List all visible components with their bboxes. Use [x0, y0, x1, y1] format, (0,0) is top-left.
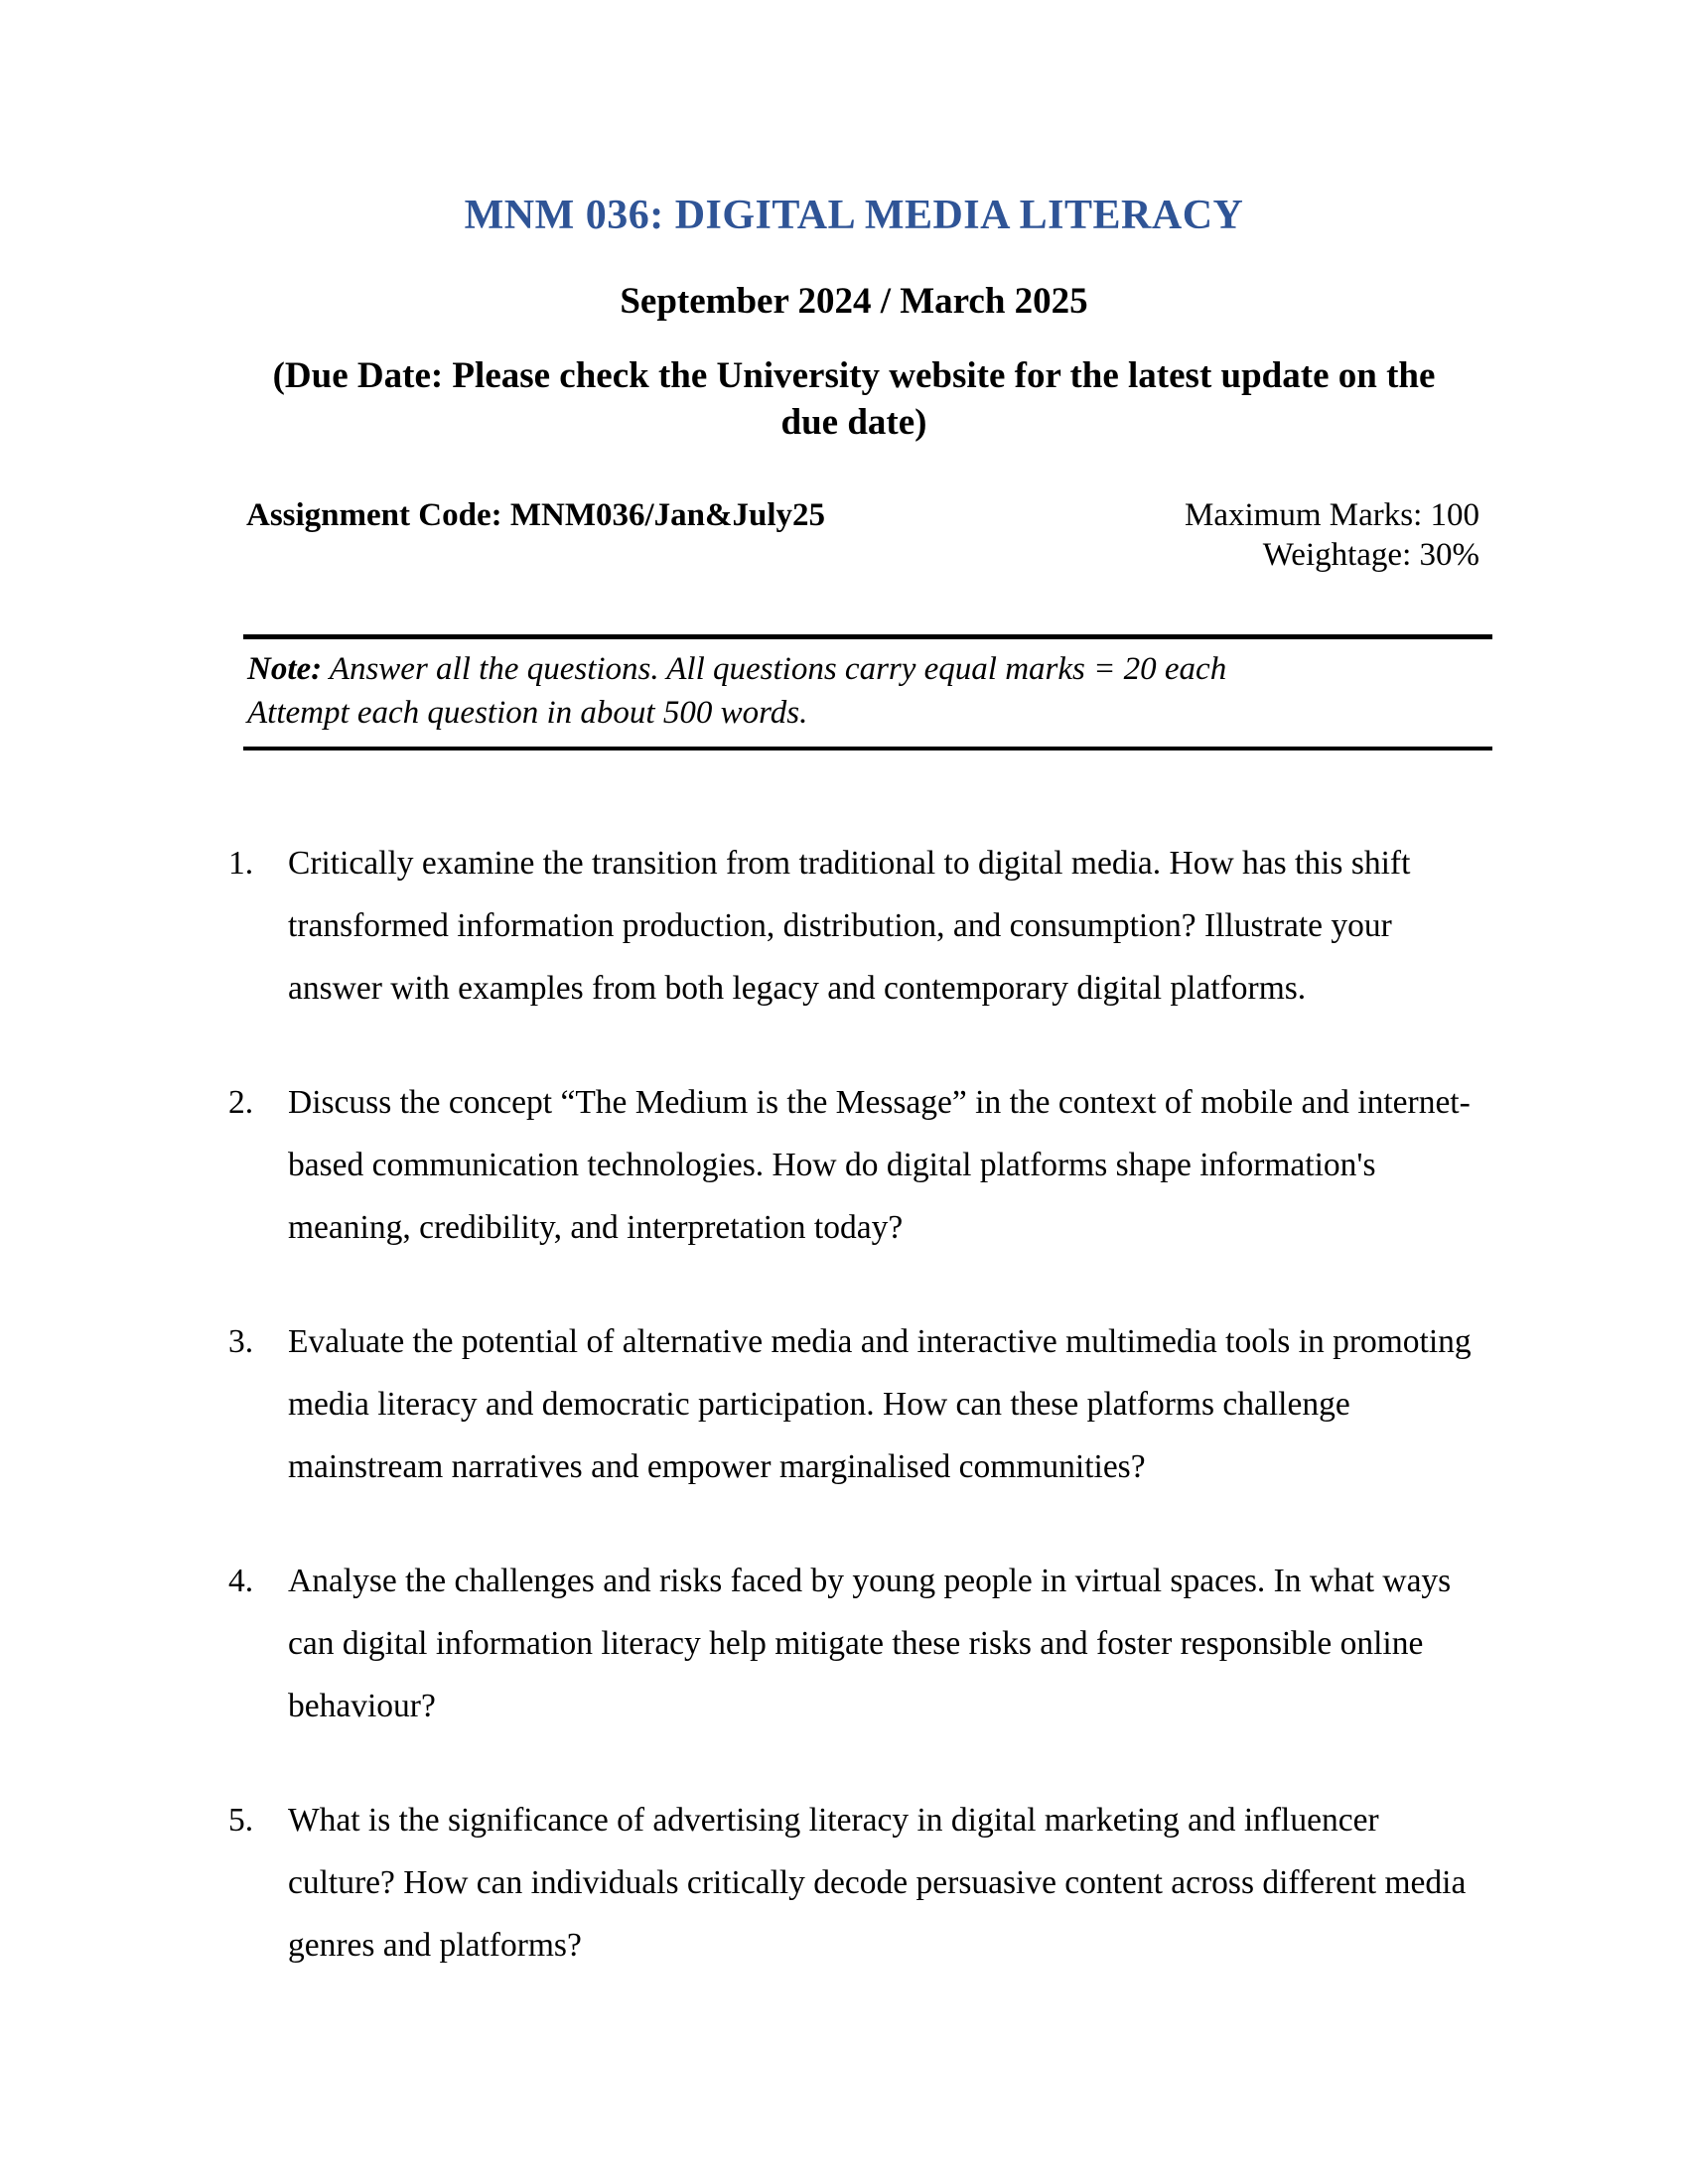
- assignment-code: Assignment Code: MNM036/Jan&July25: [246, 496, 825, 533]
- assignment-meta-row: [228, 495, 1479, 575]
- due-date-note: (Due Date: Please check the University website for the latest update on the due date): [272, 354, 1436, 443]
- question-row: [228, 832, 1479, 1020]
- question-text: Critically examine the transition from traditional to digital media. How has this shift transformed information production, distribution, and consumption? Illustrate your answer with examples from both legacy and contemporary digital platforms.: [288, 844, 1411, 1007]
- question-number: 3.: [228, 1322, 254, 1360]
- questions-list: [228, 832, 1479, 1977]
- question-text: Evaluate the potential of alternative media and interactive multimedia tools in promoting media literacy and democratic participation. How can these platforms challenge mainstream narratives and empower marginalised communities?: [288, 1322, 1472, 1485]
- question-number: 4.: [228, 1562, 254, 1599]
- question-number: 5.: [228, 1801, 254, 1839]
- question-text: What is the significance of advertising literacy in digital marketing and influencer culture? How can individuals critically decode persuasive content across different media genres and platforms?: [288, 1801, 1467, 1964]
- weightage: Weightage: 30%: [1262, 536, 1479, 573]
- question-text: Discuss the concept “The Medium is the Message” in the context of mobile and internet-based communication technologies. How do digital platforms shape information's meaning, credibility, and interpretation today?: [288, 1083, 1471, 1246]
- question-row: [228, 1071, 1479, 1259]
- maximum-marks: Maximum Marks: 100: [1185, 496, 1479, 533]
- session-title: September 2024 / March 2025: [620, 281, 1088, 323]
- question-text: Analyse the challenges and risks faced by young people in virtual spaces. In what ways can digital information literacy help mitigate these risks and foster responsible online behaviour?: [288, 1562, 1452, 1724]
- note-box: [243, 634, 1492, 751]
- question-number: 1.: [228, 844, 254, 882]
- question-row: [228, 1789, 1479, 1977]
- marks-block: [1185, 495, 1479, 575]
- question-row: [228, 1310, 1479, 1498]
- note-label: Note:: [247, 650, 323, 687]
- question-number: 2.: [228, 1083, 254, 1121]
- note-text-1: Answer all the questions. All questions carry equal marks = 20 each: [329, 650, 1227, 687]
- question-row: [228, 1550, 1479, 1737]
- note-line-1: [247, 647, 1488, 691]
- note-line-2: Attempt each question in about 500 words.: [247, 694, 808, 731]
- course-title: MNM 036: DIGITAL MEDIA LITERACY: [464, 193, 1244, 238]
